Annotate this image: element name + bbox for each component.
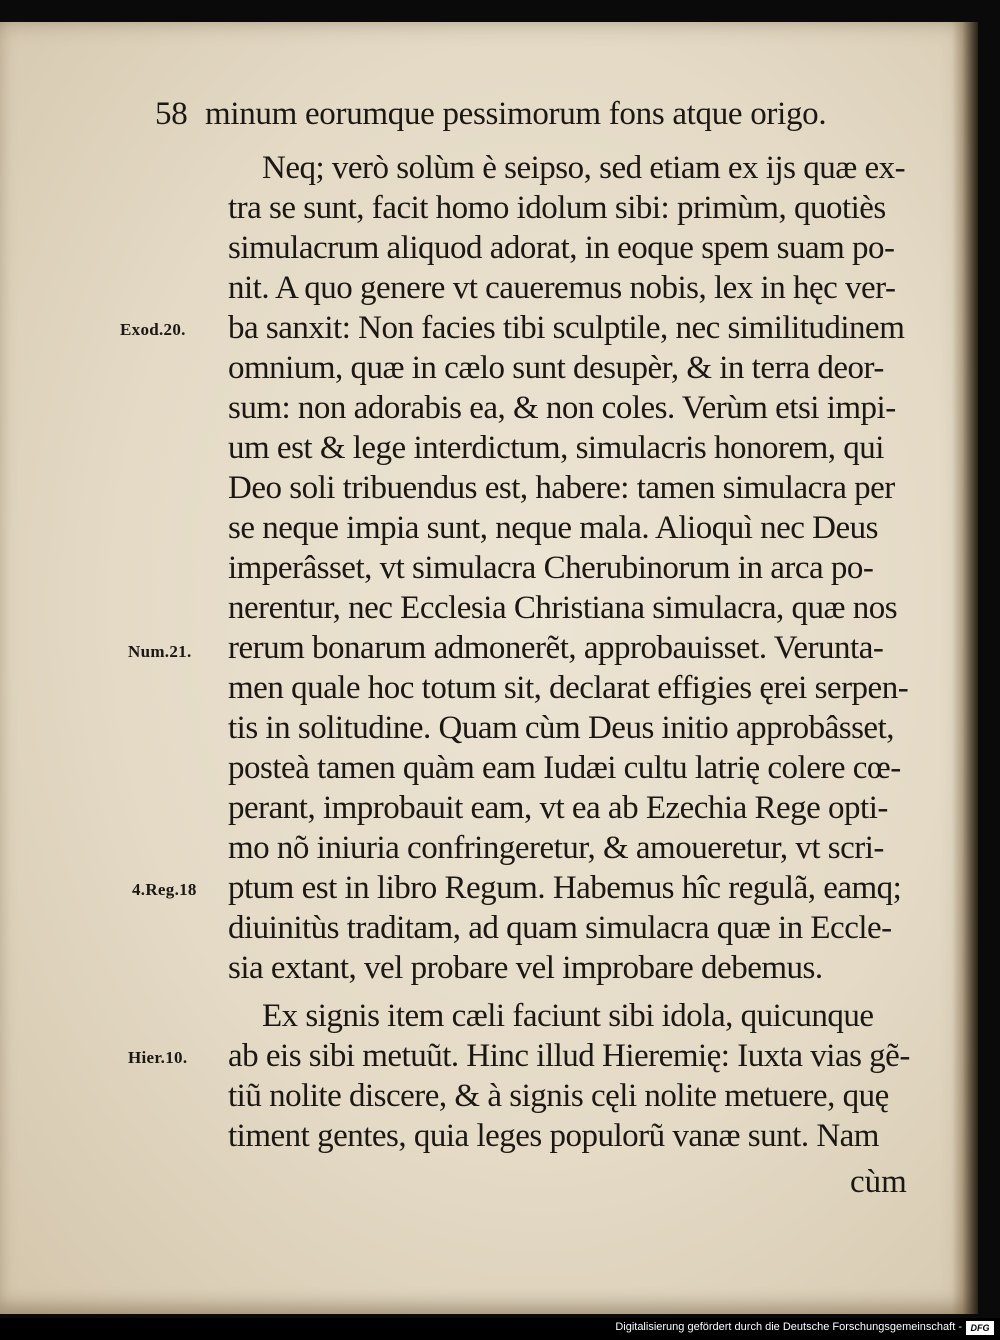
text-line: nerentur, nec Ecclesia Christiana simulacra, quæ nos: [228, 590, 898, 626]
text-line: diuinitùs traditam, ad quam simulacra quæ in Eccle-: [228, 910, 892, 946]
text-line: men quale hoc totum sit, declarat effigies ęrei serpen-: [228, 670, 909, 706]
footer-credit: Digitalisierung gefördert durch die Deutsche Forschungsgemeinschaft -: [615, 1321, 962, 1333]
catchword: cùm: [850, 1164, 907, 1200]
text-line: nit. A quo genere vt caueremus nobis, lex in hęc ver-: [228, 270, 896, 306]
text-line: ab eis sibi metuũt. Hinc illud Hieremię: Iuxta vias gẽ-: [228, 1038, 910, 1074]
marginal-note: Num.21.: [128, 642, 192, 661]
page-edge-shadow: [952, 22, 978, 1314]
text-line: timent gentes, quia leges populorũ vanæ sunt. Nam: [228, 1118, 879, 1154]
text-line: sum: non adorabis ea, & non coles. Verùm etsi impi-: [228, 390, 896, 426]
running-header: [155, 96, 826, 133]
text-line: Deo soli tribuendus est, habere: tamen simulacra per: [228, 470, 895, 506]
footer-bar: [0, 1318, 1000, 1340]
text-line: se neque impia sunt, neque mala. Alioquì nec Deus: [228, 510, 879, 546]
text-line: tra se sunt, facit homo idolum sibi: primùm, quotiès: [228, 190, 886, 226]
marginal-note: Exod.20.: [120, 320, 186, 339]
marginal-note: 4.Reg.18: [132, 880, 197, 899]
text-line: mo nõ iniuria confringeretur, & amoueretur, vt scri-: [228, 830, 884, 866]
text-line: ptum est in libro Regum. Habemus hîc regulã, eamq;: [228, 870, 902, 906]
text-line: Neq; verò solùm è seipso, sed etiam ex ijs quæ ex-: [262, 150, 906, 186]
text-line: perant, improbauit eam, vt ea ab Ezechia Rege opti-: [228, 790, 888, 826]
dfg-logo: DFG: [966, 1321, 994, 1335]
text-line: um est & lege interdictum, simulacris honorem, qui: [228, 430, 884, 466]
marginal-note: Hier.10.: [128, 1048, 188, 1067]
text-line: tis in solitudine. Quam cùm Deus initio approbâsset,: [228, 710, 895, 746]
text-line: omnium, quæ in cælo sunt desupèr, & in terra deor-: [228, 350, 884, 386]
text-line: posteà tamen quàm eam Iudæi cultu latrię colere cœ-: [228, 750, 901, 786]
text-line: simulacrum aliquod adorat, in eoque spem suam po-: [228, 230, 895, 266]
text-line: imperâsset, vt simulacra Cherubinorum in arca po-: [228, 550, 874, 586]
text-line: ba sanxit: Non facies tibi sculptile, nec similitudinem: [228, 310, 905, 346]
header-text: minum eorumque pessimorum fons atque origo.: [205, 96, 827, 132]
text-line: rerum bonarum admonerẽt, approbauisset. Verunta-: [228, 630, 884, 666]
text-line: tiũ nolite discere, & à signis cęli nolite metuere, quę: [228, 1078, 889, 1114]
text-line: sia extant, vel probare vel improbare debemus.: [228, 950, 823, 986]
page-number: 58: [155, 96, 188, 132]
text-line: Ex signis item cæli faciunt sibi idola, quicunque: [262, 998, 874, 1034]
